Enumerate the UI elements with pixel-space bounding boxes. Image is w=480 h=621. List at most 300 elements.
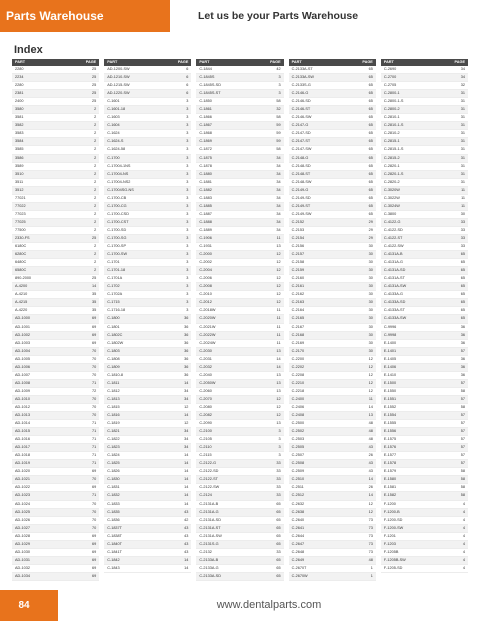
table-row bbox=[12, 356, 99, 364]
table-row bbox=[12, 549, 99, 557]
column-header bbox=[12, 59, 99, 66]
part-number: C-2004 bbox=[199, 268, 212, 273]
part-number: C-2800-2 bbox=[383, 107, 400, 112]
page-ref: 30 bbox=[368, 284, 373, 289]
part-number: C-1624-58 bbox=[107, 147, 126, 152]
table-row bbox=[104, 412, 191, 420]
table-row bbox=[12, 412, 99, 420]
page-ref: 65 bbox=[460, 252, 466, 257]
part-number: 3581 bbox=[15, 115, 24, 120]
table-row bbox=[104, 372, 191, 380]
part-number: C-2133A-SW bbox=[291, 75, 314, 80]
page-ref: 69 bbox=[91, 541, 97, 546]
table-row bbox=[381, 90, 468, 98]
page-ref: 11 bbox=[368, 396, 373, 401]
part-number: C-1875 bbox=[199, 155, 212, 160]
part-number: AD-1014 bbox=[15, 421, 30, 426]
part-number: C-2647 bbox=[291, 541, 305, 546]
page-ref: 34 bbox=[276, 171, 281, 176]
page-ref: 71 bbox=[91, 421, 97, 426]
part-number: C-2006 bbox=[199, 276, 212, 281]
table-row bbox=[381, 82, 468, 90]
table-row bbox=[196, 404, 283, 412]
page-ref: 57 bbox=[460, 380, 466, 385]
part-number: C-2815-1 bbox=[383, 139, 400, 144]
table-row bbox=[104, 235, 191, 243]
page-ref: 30 bbox=[368, 292, 373, 297]
part-number: C-1831 bbox=[107, 485, 120, 490]
page-ref: 3 bbox=[186, 139, 189, 144]
table-row bbox=[104, 219, 191, 227]
part-number: C-1845S-ST bbox=[199, 91, 221, 96]
page-ref: 14 bbox=[184, 477, 189, 482]
part-number: C-2800-1-S bbox=[383, 99, 404, 104]
table-row bbox=[12, 259, 99, 267]
page-ref: 2 bbox=[94, 155, 97, 160]
table-row bbox=[104, 82, 191, 90]
table-row bbox=[381, 138, 468, 146]
page-ref: 65 bbox=[368, 91, 373, 96]
table-row bbox=[104, 130, 191, 138]
table-row bbox=[104, 267, 191, 275]
part-number: C-1802C bbox=[107, 332, 123, 337]
part-number: C-1861 bbox=[199, 107, 212, 112]
page-ref: 31 bbox=[460, 147, 466, 152]
table-row bbox=[289, 396, 376, 404]
part-number: E-1552 bbox=[383, 404, 397, 409]
table-row bbox=[381, 307, 468, 315]
page-ref: 3 bbox=[186, 235, 189, 240]
page-ref: 70 bbox=[91, 364, 97, 369]
page-ref: 70 bbox=[91, 477, 97, 482]
part-number: C-2131A-B bbox=[199, 501, 219, 506]
index-columns bbox=[12, 59, 468, 581]
table-row bbox=[381, 211, 468, 219]
table-row bbox=[12, 557, 99, 565]
part-number: C-2149-SD bbox=[291, 195, 311, 200]
page-ref: 65 bbox=[368, 75, 373, 80]
part-number: C-1816 bbox=[107, 413, 120, 418]
table-row bbox=[104, 484, 191, 492]
page-ref: 13 bbox=[276, 244, 281, 249]
page-ref: 30 bbox=[368, 260, 373, 265]
table-row bbox=[381, 283, 468, 291]
page-ref: 12 bbox=[276, 268, 281, 273]
table-row bbox=[196, 412, 283, 420]
page-ref: 36 bbox=[460, 356, 466, 361]
part-number: C-2122-ST bbox=[199, 477, 218, 482]
page-ref: 65 bbox=[276, 517, 281, 522]
page-ref: 3 bbox=[186, 179, 189, 184]
page-ref: 69 bbox=[91, 565, 97, 570]
page-ref: 11 bbox=[276, 332, 281, 337]
part-number: C-2705 bbox=[383, 83, 397, 88]
part-number: C-2030 bbox=[199, 348, 212, 353]
part-number: C-2131A-SW bbox=[199, 533, 222, 538]
part-number: C-1800 bbox=[107, 316, 120, 321]
table-row bbox=[104, 291, 191, 299]
part-number: AD-1019 bbox=[15, 461, 30, 466]
table-row bbox=[289, 179, 376, 187]
page-ref: 57 bbox=[460, 396, 466, 401]
table-row bbox=[196, 267, 283, 275]
part-number: AD-1027 bbox=[15, 525, 30, 530]
table-row bbox=[12, 380, 99, 388]
part-number: 6580C bbox=[15, 268, 27, 273]
table-row bbox=[289, 243, 376, 251]
table-row bbox=[196, 484, 283, 492]
page-ref: 34 bbox=[276, 211, 281, 216]
part-number: C-1850 bbox=[199, 99, 212, 104]
page-ref: 34 bbox=[276, 203, 281, 208]
part-number: E-1577 bbox=[383, 453, 397, 458]
page-ref: 65 bbox=[460, 292, 466, 297]
part-number: C-2502 bbox=[291, 429, 305, 434]
part-number: C-2032 bbox=[199, 364, 212, 369]
table-row bbox=[196, 492, 283, 500]
table-row bbox=[12, 573, 99, 581]
page-ref: 31 bbox=[460, 171, 466, 176]
page-ref: 70 bbox=[91, 404, 97, 409]
part-number: C-1700-SD bbox=[107, 227, 127, 232]
part-number: C-2133A-SD bbox=[199, 573, 221, 578]
page-ref: 6 bbox=[186, 83, 189, 88]
table-row bbox=[381, 364, 468, 372]
page-ref: 65 bbox=[276, 573, 281, 578]
page-ref: 2 bbox=[94, 187, 97, 192]
page-ref: 11 bbox=[276, 324, 281, 329]
table-row bbox=[104, 492, 191, 500]
page-ref: 59 bbox=[276, 131, 281, 136]
part-number: C-1702A bbox=[107, 292, 123, 297]
column-header bbox=[381, 59, 468, 66]
part-number: AD-1004 bbox=[15, 348, 30, 353]
part-number: 2400 bbox=[15, 99, 24, 104]
table-row bbox=[12, 396, 99, 404]
part-number: C-2131A-SD bbox=[199, 517, 221, 522]
table-row bbox=[289, 66, 376, 74]
page-ref: 58 bbox=[460, 477, 466, 482]
table-row bbox=[289, 517, 376, 525]
part-number: A-4220 bbox=[15, 308, 28, 313]
table-row bbox=[196, 324, 283, 332]
table-row bbox=[104, 460, 191, 468]
table-row bbox=[196, 364, 283, 372]
page-ref: 12 bbox=[276, 252, 281, 257]
part-number: C-1845S bbox=[199, 75, 215, 80]
table-row bbox=[289, 501, 376, 509]
part-number: C-1840T bbox=[107, 541, 122, 546]
part-number: AD-1025 bbox=[15, 509, 30, 514]
table-row bbox=[381, 396, 468, 404]
part-number: 2234 bbox=[15, 75, 24, 80]
page-ref: 2 bbox=[94, 227, 97, 232]
part-number: C-1833 bbox=[107, 501, 120, 506]
part-number: F-1205B bbox=[383, 549, 399, 554]
page-ref: 3 bbox=[186, 187, 189, 192]
part-number: C-2161 bbox=[291, 284, 305, 289]
part-number: C-4133A-SD bbox=[383, 300, 406, 305]
page-ref: 31 bbox=[460, 139, 466, 144]
part-number: C-2021W bbox=[199, 324, 216, 329]
page-number: 84 bbox=[18, 600, 30, 611]
table-row bbox=[104, 388, 191, 396]
page-ref: 43 bbox=[184, 533, 189, 538]
page-ref: 3 bbox=[278, 437, 281, 442]
index-column bbox=[289, 59, 376, 581]
table-row bbox=[289, 484, 376, 492]
table-row bbox=[289, 468, 376, 476]
table-row bbox=[196, 219, 283, 227]
part-number: C-2508 bbox=[291, 461, 305, 466]
part-number: C-1843 bbox=[107, 565, 120, 570]
page-ref: 69 bbox=[91, 485, 97, 490]
page-ref: 25 bbox=[91, 67, 97, 71]
page-ref: 11 bbox=[461, 195, 466, 200]
table-row bbox=[196, 299, 283, 307]
part-number: 6180C bbox=[15, 244, 27, 249]
part-number: AD-1210-SW bbox=[107, 75, 130, 80]
part-number: C-2040 bbox=[199, 372, 212, 377]
part-number: AD-1023 bbox=[15, 493, 30, 498]
part-number: 3580 bbox=[15, 107, 24, 112]
page-ref: 6 bbox=[186, 67, 189, 71]
page-ref: 57 bbox=[460, 445, 466, 450]
table-row bbox=[104, 340, 191, 348]
page-ref: 3 bbox=[186, 260, 189, 265]
page-ref: 14 bbox=[184, 461, 189, 466]
table-row bbox=[104, 348, 191, 356]
table-row bbox=[104, 66, 191, 74]
part-number: 3512 bbox=[15, 187, 24, 192]
table-row bbox=[104, 501, 191, 509]
part-number: C-2810-1 bbox=[383, 115, 400, 120]
table-row bbox=[289, 372, 376, 380]
part-number: C-1823 bbox=[107, 445, 120, 450]
table-row bbox=[289, 299, 376, 307]
table-row bbox=[289, 340, 376, 348]
page-ref: 72 bbox=[91, 388, 97, 393]
page-ref: 43 bbox=[184, 509, 189, 514]
page-ref: 65 bbox=[460, 308, 466, 313]
part-number: F-1205-SD bbox=[383, 565, 403, 570]
page-ref: 14 bbox=[184, 380, 189, 385]
table-row bbox=[196, 501, 283, 509]
column-header-part: PART bbox=[291, 60, 302, 64]
page-ref: 13 bbox=[276, 380, 281, 385]
page-ref: 3 bbox=[186, 211, 189, 216]
table-row bbox=[196, 90, 283, 98]
page-ref: 35 bbox=[91, 292, 97, 297]
table-row bbox=[196, 444, 283, 452]
part-number: C-1868 bbox=[199, 131, 212, 136]
table-row bbox=[12, 251, 99, 259]
page-ref: 33 bbox=[276, 485, 281, 490]
table-row bbox=[104, 565, 191, 573]
page-ref: 30 bbox=[368, 252, 373, 257]
page-ref: 2 bbox=[94, 252, 97, 257]
table-row bbox=[12, 468, 99, 476]
page-ref: 2 bbox=[94, 268, 97, 273]
table-row bbox=[104, 436, 191, 444]
page-ref: 3 bbox=[186, 115, 189, 120]
page-ref: 36 bbox=[184, 316, 189, 321]
part-number: C-1603 bbox=[107, 115, 120, 120]
part-number: C-2008 bbox=[199, 284, 212, 289]
table-row bbox=[12, 155, 99, 163]
column-header-page: PAGE bbox=[270, 60, 281, 64]
page-ref: 3 bbox=[186, 284, 189, 289]
part-number: C-1838T bbox=[107, 533, 122, 538]
part-number: C-4133A-G bbox=[383, 292, 404, 297]
page-ref: 69 bbox=[91, 533, 97, 538]
page-ref: 36 bbox=[460, 372, 466, 377]
table-row bbox=[289, 573, 376, 581]
part-number: C-4131A-B bbox=[383, 252, 403, 257]
part-number: AD-1001 bbox=[15, 324, 30, 329]
page-ref: 31 bbox=[460, 155, 466, 160]
page-ref: 59 bbox=[276, 139, 281, 144]
page-ref: 3 bbox=[186, 99, 189, 104]
part-number: C-1883 bbox=[199, 195, 212, 200]
part-number: 77021 bbox=[15, 195, 26, 200]
table-row bbox=[381, 444, 468, 452]
page-ref: 70 bbox=[91, 348, 97, 353]
part-number: C-2638 bbox=[291, 509, 305, 514]
part-number: C-2162 bbox=[291, 292, 305, 297]
table-row bbox=[104, 364, 191, 372]
page-ref: 70 bbox=[91, 501, 97, 506]
part-number: C-17004-1NS bbox=[107, 163, 131, 168]
table-row bbox=[289, 219, 376, 227]
page-ref: 58 bbox=[276, 147, 281, 152]
table-row bbox=[104, 428, 191, 436]
table-row bbox=[104, 146, 191, 154]
table-row bbox=[381, 420, 468, 428]
part-number: C-1836 bbox=[107, 517, 120, 522]
part-number: 890-2000 bbox=[15, 276, 32, 281]
part-number: C-2133S-G bbox=[291, 83, 311, 88]
part-number: C-2503 bbox=[291, 437, 305, 442]
part-number: C-2169 bbox=[291, 340, 305, 345]
part-number: C-2165 bbox=[291, 316, 305, 321]
page-ref: 42 bbox=[276, 67, 281, 71]
part-number: AD-1022 bbox=[15, 485, 30, 490]
page-ref: 71 bbox=[91, 493, 97, 498]
part-number: C-1624 bbox=[107, 131, 120, 136]
page-ref: 29 bbox=[368, 227, 373, 232]
part-number: C-2408 bbox=[291, 413, 305, 418]
table-row bbox=[289, 203, 376, 211]
page-ref: 65 bbox=[368, 187, 373, 192]
table-row bbox=[104, 259, 191, 267]
table-row bbox=[381, 332, 468, 340]
part-number: C-1700-CG bbox=[107, 203, 127, 208]
page-ref: 12 bbox=[276, 404, 281, 409]
table-row bbox=[104, 155, 191, 163]
page-ref: 65 bbox=[460, 284, 466, 289]
table-row bbox=[104, 356, 191, 364]
table-row bbox=[381, 267, 468, 275]
page-ref: 65 bbox=[460, 260, 466, 265]
page-ref: 36 bbox=[184, 340, 189, 345]
part-number: C-2158 bbox=[291, 260, 305, 265]
table-row bbox=[381, 372, 468, 380]
part-number: C-3022W bbox=[383, 195, 400, 200]
part-number: C-1811 bbox=[107, 380, 120, 385]
page-ref: 14 bbox=[184, 485, 189, 490]
page-ref: 42 bbox=[184, 517, 189, 522]
site-url[interactable]: www.dentalparts.com bbox=[216, 599, 322, 611]
page-ref: 43 bbox=[368, 461, 373, 466]
table-row bbox=[12, 243, 99, 251]
part-number: C-2060 bbox=[199, 388, 212, 393]
table-row bbox=[381, 187, 468, 195]
table-row bbox=[381, 146, 468, 154]
page-ref: 34 bbox=[184, 429, 189, 434]
part-number: C-4122-SW bbox=[383, 244, 404, 249]
page-ref: 3 bbox=[186, 219, 189, 224]
table-row bbox=[12, 484, 99, 492]
part-number: C-2160 bbox=[291, 276, 305, 281]
page-ref: 2 bbox=[94, 211, 97, 216]
table-row bbox=[104, 509, 191, 517]
part-number: F-1201 bbox=[383, 533, 396, 538]
table-row bbox=[12, 404, 99, 412]
table-row bbox=[196, 283, 283, 291]
part-number: 3584 bbox=[15, 139, 24, 144]
part-number: C-1601 bbox=[107, 99, 120, 104]
page-ref: 4 bbox=[462, 501, 466, 506]
table-row bbox=[289, 460, 376, 468]
page-ref: 14 bbox=[184, 493, 189, 498]
page-ref: 57 bbox=[460, 453, 466, 458]
part-number: C-1885 bbox=[199, 203, 212, 208]
page-ref: 31 bbox=[460, 99, 466, 104]
part-number: E-1500 bbox=[383, 380, 397, 385]
table-row bbox=[196, 227, 283, 235]
part-number: C-1624-S bbox=[107, 139, 124, 144]
part-number: C-1878 bbox=[199, 163, 212, 168]
part-number: C-2167 bbox=[291, 324, 305, 329]
table-row bbox=[381, 219, 468, 227]
part-number: C-2202 bbox=[291, 364, 305, 369]
part-number: C-2122-G bbox=[199, 461, 217, 466]
table-row bbox=[104, 525, 191, 533]
part-number: C-2146-SW bbox=[291, 115, 312, 120]
table-row bbox=[289, 227, 376, 235]
page-ref: 3 bbox=[186, 107, 189, 112]
table-row bbox=[104, 299, 191, 307]
part-number: C-1844 bbox=[199, 67, 212, 71]
table-row bbox=[289, 163, 376, 171]
table-row bbox=[381, 533, 468, 541]
part-number: F-1200-SW bbox=[383, 525, 404, 530]
table-row bbox=[12, 348, 99, 356]
table-row bbox=[12, 501, 99, 509]
page-ref: 70 bbox=[91, 413, 97, 418]
part-number: 3586 bbox=[15, 155, 24, 160]
table-row bbox=[381, 299, 468, 307]
part-number: C-2400 bbox=[291, 396, 305, 401]
part-number: C-2110 bbox=[199, 445, 212, 450]
page-ref: 12 bbox=[276, 413, 281, 418]
table-row bbox=[289, 251, 376, 259]
part-number: C-2644 bbox=[291, 533, 305, 538]
part-number: C-2147-G bbox=[291, 123, 309, 128]
page-ref: 57 bbox=[460, 413, 466, 418]
part-number: C-2820-1 bbox=[383, 163, 400, 168]
